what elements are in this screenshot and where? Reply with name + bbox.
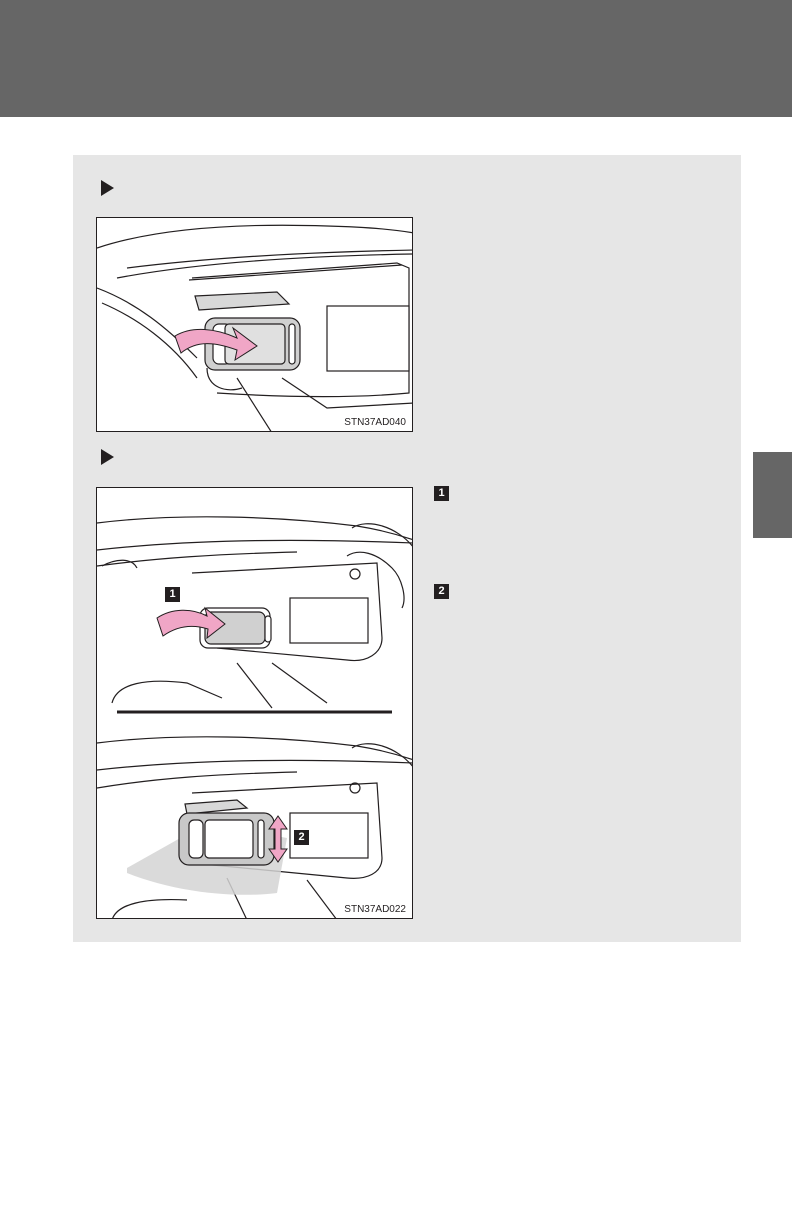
figure-code: STN37AD022 <box>344 904 406 915</box>
step-badge-1: 1 <box>434 486 449 501</box>
visor-illustration-1 <box>97 218 413 432</box>
visor-illustration-2 <box>97 488 413 919</box>
triangle-right-icon <box>101 180 114 196</box>
triangle-right-icon <box>101 449 114 465</box>
illustration-vanity-mirror-cover <box>96 217 413 432</box>
header-bar <box>0 0 792 117</box>
step-badge-2: 2 <box>434 584 449 599</box>
callout-badge-1: 1 <box>165 587 180 602</box>
callout-badge-2: 2 <box>294 830 309 845</box>
figure-code: STN37AD040 <box>344 417 406 428</box>
chapter-side-tab <box>753 452 792 538</box>
illustration-vanity-mirror-light <box>96 487 413 919</box>
